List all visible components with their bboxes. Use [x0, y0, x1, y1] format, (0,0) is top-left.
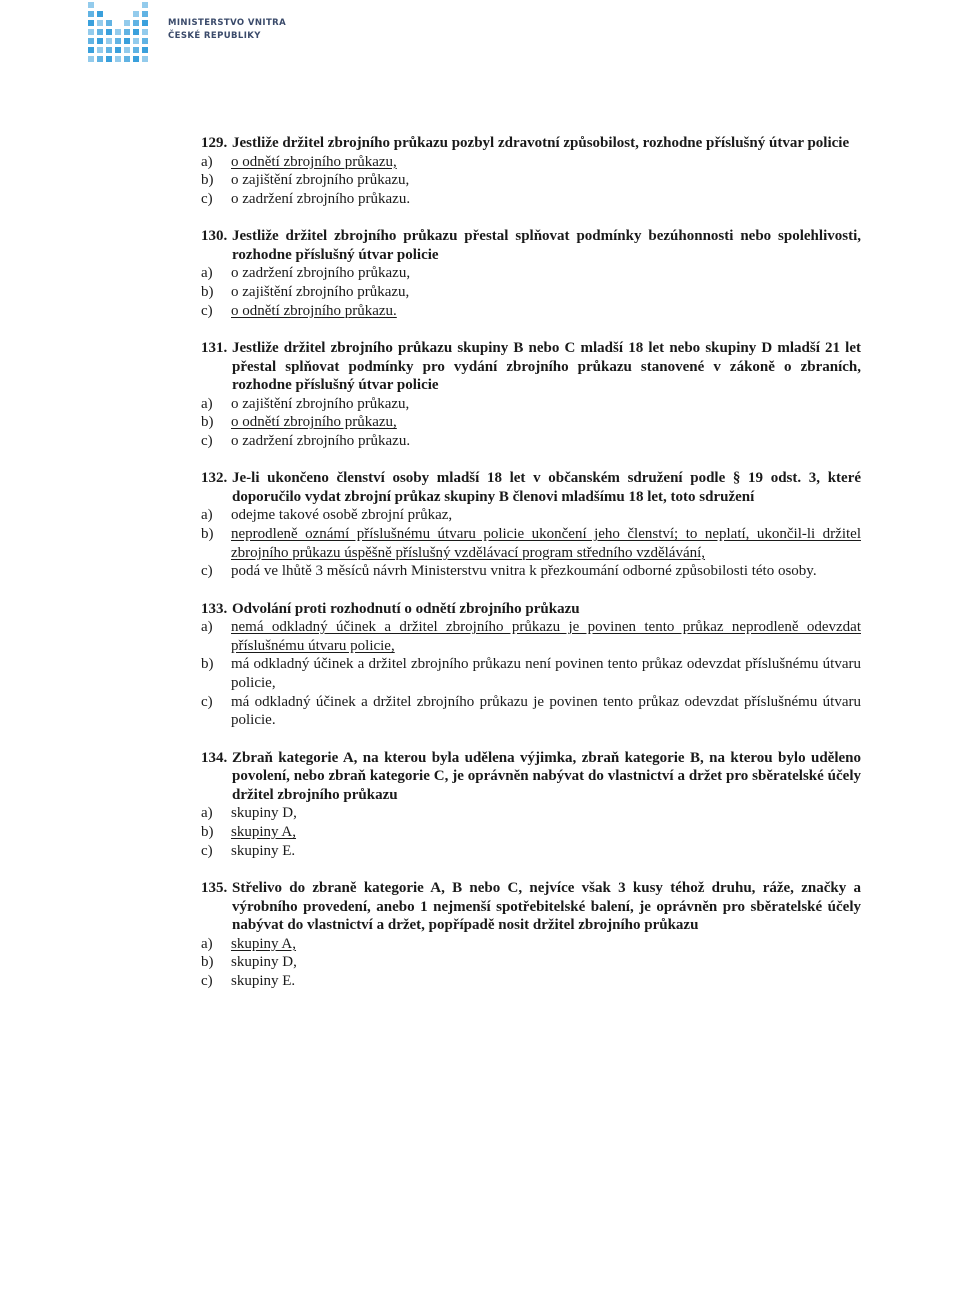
- question-text: Jestliže držitel zbrojního průkazu pozbyl zdravotní způsobilost, rozhodne příslušný útvar policie: [232, 135, 850, 151]
- logo-square: [115, 38, 121, 44]
- question-number: 129.: [201, 135, 228, 151]
- answer-option: [201, 823, 861, 842]
- question-head: [201, 227, 861, 264]
- answer-option: [201, 562, 861, 581]
- option-text: má odkladný účinek a držitel zbrojního průkazu není povinen tento průkaz odevzdat příslušnému útvaru policie,: [231, 656, 861, 692]
- logo-square: [142, 29, 148, 35]
- option-letter: b): [201, 954, 214, 971]
- option-letter: c): [201, 190, 213, 207]
- answer-option: [201, 171, 861, 190]
- answer-option: [201, 693, 861, 730]
- option-letter: b): [201, 526, 214, 543]
- option-letter: b): [201, 283, 214, 300]
- question-131: [201, 339, 861, 451]
- ministry-logo: [86, 0, 296, 62]
- option-text-correct: o odnětí zbrojního průkazu,: [231, 414, 397, 431]
- answer-option: [201, 413, 861, 432]
- option-letter: c): [201, 693, 213, 710]
- option-text: o zadržení zbrojního průkazu.: [231, 432, 411, 449]
- question-text: Jestliže držitel zbrojního průkazu přestal splňovat podmínky bezúhonnosti nebo spolehlivosti, rozhodne příslušný útvar policie: [232, 228, 861, 263]
- logo-square: [124, 20, 130, 26]
- answer-option: [201, 190, 861, 209]
- logo-square: [133, 20, 139, 26]
- logo-square: [142, 56, 148, 62]
- question-number: 133.: [201, 600, 228, 617]
- logo-square: [97, 11, 103, 17]
- question-text-wrap: [232, 469, 861, 506]
- question-number: 130.: [201, 228, 228, 245]
- logo-square: [88, 20, 94, 26]
- question-text: Je-li ukončeno členství osoby mladší 18 let v občanském sdružení podle § 19 odst.: [232, 470, 802, 487]
- option-letter: a): [201, 395, 213, 412]
- answer-option: [201, 842, 861, 861]
- option-text-correct: neprodleně oznámí příslušnému útvaru policie ukončení jeho členství; to neplatí, ukončil-li držitel zbrojního průkazu úspěšně příslušný vzdělávací program středního vzdělávání,: [231, 526, 861, 561]
- logo-square: [106, 38, 112, 44]
- question-130: [201, 227, 861, 320]
- answer-option: [201, 264, 861, 283]
- option-text: o zadržení zbrojního průkazu,: [231, 265, 411, 282]
- option-text: o zajištění zbrojního průkazu,: [231, 395, 410, 412]
- answer-option: [201, 283, 861, 302]
- option-text: o zajištění zbrojního průkazu,: [231, 283, 410, 300]
- answer-option: [201, 395, 861, 414]
- option-text: odejme takové osobě zbrojní průkaz,: [231, 507, 453, 524]
- logo-square: [133, 11, 139, 17]
- logo-square: [142, 47, 148, 53]
- option-text: podá ve lhůtě 3 měsíců návrh Ministerstvu vnitra k přezkoumání odborné způsobilosti této osoby.: [231, 563, 817, 580]
- ministry-logo-mark-icon: [86, 0, 164, 62]
- answer-option: [201, 153, 861, 172]
- option-letter: a): [201, 265, 213, 282]
- logo-square: [115, 47, 121, 53]
- logo-square: [115, 56, 121, 62]
- logo-square: [124, 56, 130, 62]
- option-letter: b): [201, 823, 214, 840]
- logo-square: [97, 56, 103, 62]
- logo-square: [97, 47, 103, 53]
- option-letter: c): [201, 563, 213, 580]
- question-head: [201, 749, 861, 805]
- question-head: [201, 600, 861, 619]
- option-letter: b): [201, 414, 214, 431]
- option-letter: a): [201, 507, 213, 524]
- question-list: [201, 134, 861, 1009]
- answer-option: [201, 655, 861, 692]
- logo-square: [106, 20, 112, 26]
- option-letter: c): [201, 842, 213, 859]
- question-text-tail: 3, které doporučilo vydat zbrojní průkaz skupiny B členovi mladšímu 18 let, toto sdružení: [232, 470, 862, 505]
- question-text: Zbraň kategorie A, na kterou byla udělena výjimka, zbraň kategorie B, na kterou bylo uděleno povolení, nebo zbraň kategorie C, je oprávněn nabývat do vlastnictví a držet pro sběratelské účely držitel zbrojního průkazu: [232, 749, 861, 803]
- question-133: [201, 600, 861, 730]
- logo-square: [106, 47, 112, 53]
- option-letter: a): [201, 153, 213, 170]
- option-text-correct: skupiny A,: [231, 935, 297, 952]
- option-letter: c): [201, 302, 213, 319]
- logo-square: [142, 2, 148, 8]
- logo-square: [142, 38, 148, 44]
- answer-option: [201, 804, 861, 823]
- option-letter: a): [201, 619, 213, 636]
- question-head: [201, 339, 861, 395]
- logo-square: [106, 29, 112, 35]
- logo-square: [88, 2, 94, 8]
- option-text-correct: nemá odkladný účinek a držitel zbrojního průkazu je povinen tento průkaz neprodleně odevzdat příslušnému útvaru policie,: [231, 619, 861, 654]
- question-text: Jestliže držitel zbrojního průkazu skupiny B nebo C mladší 18 let nebo skupiny D mladší 21 let přestal splňovat podmínky pro vydání zbrojního průkazu stanovené v zákoně o zbraních, rozhodne příslušný útvar policie: [232, 339, 861, 394]
- option-text-correct: o odnětí zbrojního průkazu,: [231, 153, 397, 170]
- answer-option: [201, 935, 861, 954]
- option-text-correct: skupiny A,: [231, 823, 297, 840]
- option-text: skupiny E.: [231, 972, 296, 989]
- logo-square: [124, 29, 130, 35]
- logo-square: [142, 20, 148, 26]
- logo-square: [133, 38, 139, 44]
- question-number: 131.: [201, 339, 228, 356]
- option-text: má odkladný účinek a držitel zbrojního průkazu je povinen tento průkaz odevzdat příslušnému útvaru policie.: [231, 693, 861, 729]
- question-head: [201, 879, 861, 935]
- logo-square: [88, 11, 94, 17]
- option-letter: a): [201, 805, 213, 822]
- logo-square: [97, 29, 103, 35]
- answer-option: [201, 618, 861, 655]
- logo-square: [124, 38, 130, 44]
- answer-option: [201, 506, 861, 525]
- logo-square: [97, 20, 103, 26]
- logo-line-1: MINISTERSTVO VNITRA: [168, 18, 287, 28]
- option-letter: c): [201, 432, 213, 449]
- logo-square: [133, 56, 139, 62]
- answer-option: [201, 525, 861, 562]
- option-text: o zadržení zbrojního průkazu.: [231, 190, 411, 207]
- question-number: 132.: [201, 470, 228, 487]
- question-number: 135.: [201, 879, 228, 896]
- option-text: o zajištění zbrojního průkazu,: [231, 172, 410, 189]
- logo-square: [115, 29, 121, 35]
- question-135: [201, 879, 861, 991]
- answer-option: [201, 302, 861, 321]
- logo-square: [124, 47, 130, 53]
- question-text: Střelivo do zbraně kategorie A, B nebo C, nejvíce však 3 kusy téhož druhu, ráže, značky a výrobního provedení, anebo 1 nejmenší spotřebitelské balení, je oprávněn pro sběratelské účely nabývat do vlastnictví a držet, popřípadě nosit držitel zbrojního průkazu: [232, 879, 861, 934]
- option-text: skupiny D,: [231, 805, 297, 822]
- question-text: Odvolání proti rozhodnutí o odnětí zbrojního průkazu: [232, 600, 580, 617]
- logo-square: [88, 47, 94, 53]
- question-132: [201, 469, 861, 581]
- option-letter: b): [201, 656, 214, 673]
- logo-square: [88, 38, 94, 44]
- question-head: [201, 469, 861, 506]
- answer-option: [201, 432, 861, 451]
- logo-square: [88, 29, 94, 35]
- logo-square: [97, 38, 103, 44]
- logo-square: [88, 56, 94, 62]
- question-129: [201, 134, 861, 208]
- logo-line-2: ČESKÉ REPUBLIKY: [168, 31, 261, 41]
- answer-option: [201, 953, 861, 972]
- logo-square: [133, 47, 139, 53]
- logo-square: [133, 29, 139, 35]
- question-134: [201, 749, 861, 861]
- option-text-correct: o odnětí zbrojního průkazu.: [231, 302, 397, 319]
- answer-option: [201, 972, 861, 991]
- ministry-logo-text: [168, 17, 286, 43]
- option-text: skupiny D,: [231, 954, 297, 971]
- option-text: skupiny E.: [231, 842, 296, 859]
- logo-square: [106, 56, 112, 62]
- option-letter: c): [201, 972, 213, 989]
- option-letter: b): [201, 172, 214, 189]
- question-head: [201, 134, 861, 153]
- option-letter: a): [201, 935, 213, 952]
- question-number: 134.: [201, 749, 228, 766]
- logo-square: [142, 11, 148, 17]
